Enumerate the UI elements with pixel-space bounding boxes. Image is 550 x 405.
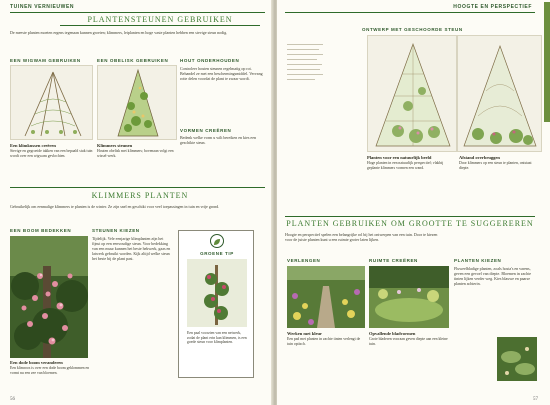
header-rule-right bbox=[285, 12, 535, 13]
header-rule bbox=[10, 12, 265, 13]
section-title-climbers: KLIMMERS PLANTEN bbox=[91, 191, 189, 200]
caption-title-blad: Opvallende bladvormen bbox=[369, 331, 416, 336]
section-title-supports: PLANTENSTEUNEN GEBRUIKEN bbox=[87, 15, 233, 24]
illustration-notes bbox=[287, 40, 327, 80]
right-page bbox=[277, 0, 550, 405]
tip-label: GROENE TIP bbox=[200, 251, 234, 256]
sub-head-steunen: STEUNEN KIEZEN bbox=[92, 228, 140, 233]
caption-title-obelisk: Klimmers steunen bbox=[97, 143, 133, 148]
trellis-illustration-b bbox=[457, 35, 542, 152]
sub-head-ruimte: RUIMTE CREËREN bbox=[369, 258, 418, 263]
section-title-grootte: PLANTEN GEBRUIKEN OM GROOTTE TE SUGGEREREN bbox=[286, 219, 534, 228]
page-number-left: 56 bbox=[10, 397, 15, 402]
sub-head-boom: EEN BOOM BEDEKKEN bbox=[10, 228, 72, 233]
caption-title-natuurlijk: Planten voor een natuurlijk beeld bbox=[367, 155, 432, 160]
caption-title-kleur: Werken met kleur bbox=[287, 331, 322, 336]
section2-rule bbox=[10, 187, 265, 188]
sub-head-kiezen: PLANTEN KIEZEN bbox=[454, 258, 502, 263]
tip-box bbox=[178, 230, 254, 378]
caption-text-boom: Een klimroos is over een dode boom geklommen en vormt nu een zee van bloemen. bbox=[10, 366, 90, 375]
col-head-wigwam: EEN WIGWAM GEBRUIKEN bbox=[10, 58, 81, 63]
hout-text: Controleer houten steunen regelmatig op rot. Behandel ze met een beschermingsmiddel. Vervang rotte delen voordat de plant te zwaar wordt. bbox=[180, 66, 263, 81]
title-rule bbox=[60, 25, 260, 26]
caption-text-obelisk: Houten obelisk met klimmers; bovenaan volgt een wissel-werk. bbox=[97, 149, 174, 158]
grootte-intro: Hoogte en perspectief spelen een belangrijke rol bij het ontwerpen van een tuin. Door te kiezen voor de juiste planten kunt u een ruimte groter laten lijken. bbox=[285, 232, 438, 242]
caption-text-kleur: Een pad met planten in zachte tinten verlengt de tuin optisch. bbox=[287, 337, 361, 346]
tip-text: Een paal voorzien van een netwerk, zodat de plant erin kan klimmen, is een goede steun voor klimplanten. bbox=[187, 331, 247, 345]
wigwam-illustration bbox=[10, 65, 93, 140]
lawn-photo bbox=[369, 266, 449, 328]
fig-label: ONTWERP MET GESCHOORDE STEUN bbox=[362, 27, 463, 32]
intro-text: De meeste planten moeten ergens tegenaan kunnen groeien; klimmers, leiplanten en hoge vaste planten hebben een stevige steun nodig. bbox=[10, 30, 228, 35]
leaf-icon bbox=[210, 234, 224, 248]
caption-text-blad: Grote bladeren vooraan geven diepte aan een kleine tuin. bbox=[369, 337, 448, 346]
running-head-left: TUINEN VERNIEUWEN bbox=[10, 4, 75, 10]
garden-path-photo bbox=[287, 266, 365, 328]
chapter-tab bbox=[544, 2, 550, 122]
foliage-photo bbox=[497, 337, 537, 381]
col-head-hout: HOUT ONDERHOUDEN bbox=[180, 58, 240, 63]
climbers-intro: Gebruikelijk om eenmalige klimmers te planten is de winter. Ze zijn snel en geschikt voor veel toepassingen in tuin en vrije grond. bbox=[10, 204, 220, 209]
steunen-text: Tijdelijk. Vele eenjarige klimplanten zijn het fijnst op een eenvoudige steun. Voor bedekking van een muur kunnen het beste hekwerk, gaas en latwerk gebruikt worden. Kijk altijd welke steun het beste bij de plant past. bbox=[92, 236, 171, 261]
section-rule-right bbox=[285, 216, 535, 217]
caption-text-wigwam: Stevige en gegroeide takken van een bepaald stuk tuin wordt over een wigwam gevlochten. bbox=[10, 149, 93, 158]
trellis-illustration-a bbox=[367, 35, 457, 152]
caption-title-afstand: Afstand overbruggen bbox=[459, 155, 500, 160]
caption-text-natuurlijk: Hoge planten in een natuurlijk perspectief; vlakbij geplante klimmers vormen een wand. bbox=[367, 161, 444, 170]
running-head-right: HOOGTE EN PERSPECTIEF bbox=[453, 4, 532, 10]
kiezen-text: Fluweelbladige planten, zoals hosta's en varens, geven een gevoel van diepte. Bloemen in zachte tinten lijken verder weg. Kies blauwe en paarse planten achterin. bbox=[454, 266, 532, 286]
caption-text-afstand: Door klimmers op een steun te planten, ontstaat diepte. bbox=[459, 161, 532, 170]
tree-rose-photo bbox=[10, 236, 88, 358]
tip-photo bbox=[187, 259, 247, 327]
page-number-right: 57 bbox=[533, 397, 538, 402]
vormen-head: VORMEN CREËREN bbox=[180, 128, 232, 133]
col-head-obelisk: EEN OBELISK GEBRUIKEN bbox=[97, 58, 169, 63]
caption-title-wigwam: Een klimkussen creëren bbox=[10, 143, 56, 148]
vormen-text: Bedenk welke vorm u wilt bereiken en kies een geschikte steun. bbox=[180, 135, 256, 145]
sub-head-verlengen: VERLENGEN bbox=[287, 258, 321, 263]
obelisk-illustration bbox=[97, 65, 177, 140]
caption-title-boom: Een dode boom veranderen bbox=[10, 360, 63, 365]
left-page bbox=[0, 0, 273, 405]
